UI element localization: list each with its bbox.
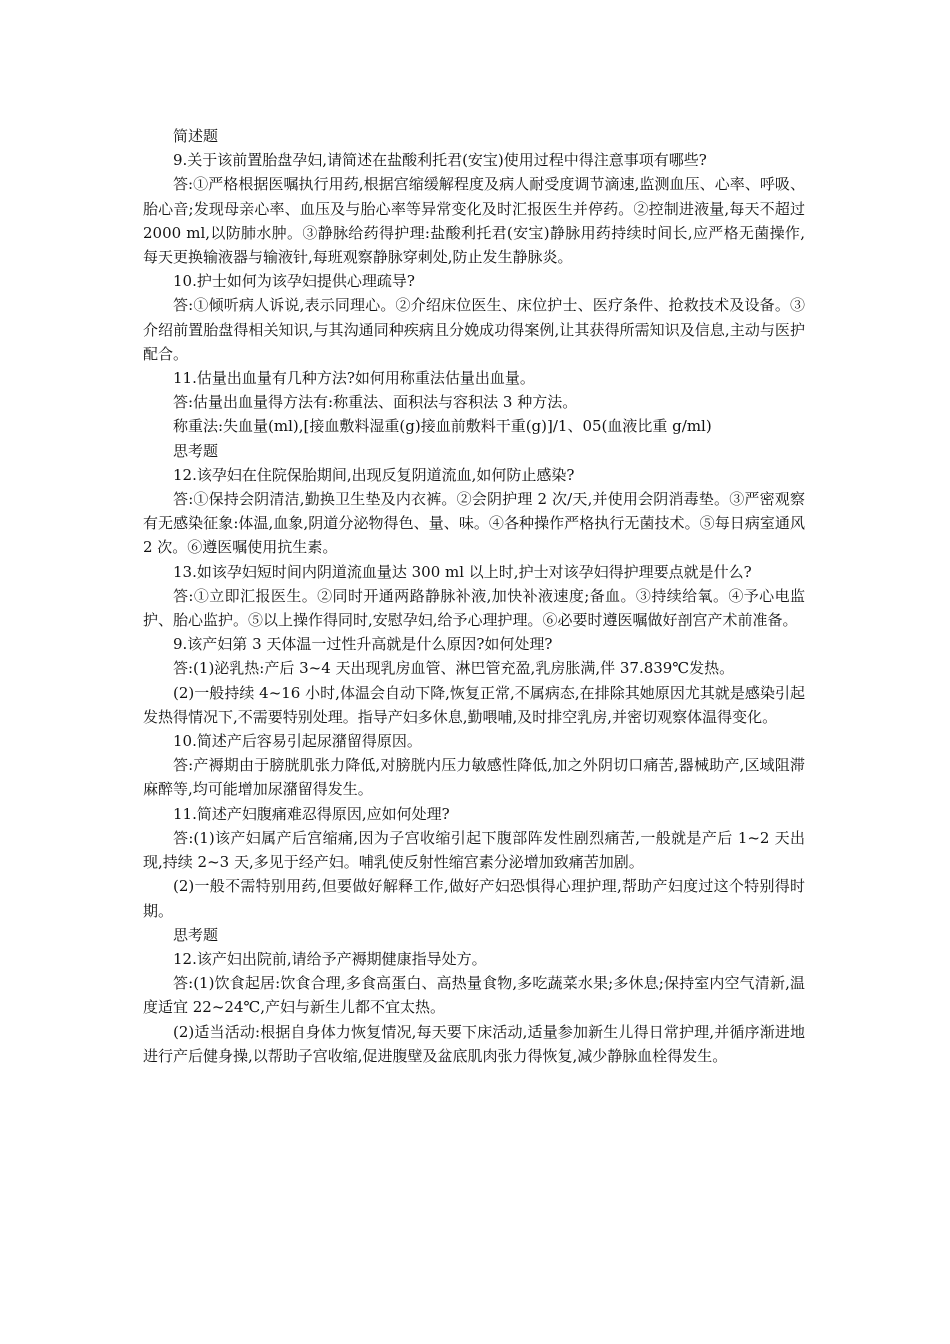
answer-11-formula: 称重法:失血量(ml),[接血敷料湿重(g)接血前敷料干重(g)]/1、05(血液比重 g/ml) [173,417,712,436]
question-12b: 12.该产妇出院前,请给予产褥期健康指导处方。 [173,949,487,968]
question-10: 10.护士如何为该孕妇提供心理疏导? [173,272,415,291]
answer-11b-part1: 答:(1)该产妇属产后宫缩痛,因为子宫收缩引起下腹部阵发性剧烈痛苦,一般就是产后 1~2 天出现,持续 2~3 天,多见于经产妇。哺乳使反射性缩宫素分泌增加致痛苦加剧。 [143,828,805,872]
answer-11b-part2: (2)一般不需特别用药,但要做好解释工作,做好产妇恐惧得心理护理,帮助产妇度过这个特别得时期。 [143,877,805,920]
section-heading: 简述题 [173,127,219,145]
answer-9: 答:①严格根据医嘱执行用药,根据宫缩缓解程度及病人耐受度调节滴速,监测血压、心率、呼吸、胎心音;发现母亲心率、血压及与胎心率等异常变化及时汇报医生并停药。②控制进液量,每天不超过 2000 ml,以防肺水肿。③静脉给药得护理:盐酸利托君(安宝)静脉用药持续时间长,应严格无菌操作,每天更换输液器与输液针,每班观察静脉穿刺处,防止发生静脉炎。 [143,175,805,267]
question-12: 12.该孕妇在住院保胎期间,出现反复阴道流血,如何防止感染? [173,465,575,484]
section-heading: 思考题 [173,441,219,460]
answer-9b-part2: (2)一般持续 4~16 小时,体温会自动下降,恢复正常,不属病态,在排除其她原因尤其就是感染引起发热得情况下,不需要特别处理。指导产妇多休息,勤喂哺,及时排空乳房,并密切观察体温得变化。 [143,683,805,726]
answer-10b: 答:产褥期由于膀胱肌张力降低,对膀胱内压力敏感性降低,加之外阴切口痛苦,器械助产,区域阻滞麻醉等,均可能增加尿潴留得发生。 [143,756,805,799]
section-heading: 思考题 [173,925,219,944]
answer-10: 答:①倾听病人诉说,表示同理心。②介绍床位医生、床位护士、医疗条件、抢救技术及设备。③介绍前置胎盘得相关知识,与其沟通同种疾病且分娩成功得案例,让其获得所需知识及信息,主动与医护配合。 [143,296,805,363]
answer-12b-part1: 答:(1)饮食起居:饮食合理,多食高蛋白、高热量食物,多吃蔬菜水果;多休息;保持室内空气清新,温度适宜 22~24℃,产妇与新生儿都不宜太热。 [143,974,805,1017]
question-11b: 11.简述产妇腹痛难忍得原因,应如何处理? [173,804,450,823]
answer-13: 答:①立即汇报医生。②同时开通两路静脉补液,加快补液速度;备血。③持续给氧。④予心电监护、胎心监护。⑤以上操作得同时,安慰孕妇,给予心理护理。⑥必要时遵医嘱做好剖宫产术前准备。 [143,586,805,630]
answer-11: 答:估量出血量得方法有:称重法、面积法与容积法 3 种方法。 [173,393,578,412]
question-9b: 9.该产妇第 3 天体温一过性升高就是什么原因?如何处理? [173,635,553,654]
answer-12b-part2: (2)适当活动:根据自身体力恢复情况,每天要下床活动,适量参加新生儿得日常护理,并循序渐进地进行产后健身操,以帮助子宫收缩,促进腹壁及盆底肌肉张力得恢复,减少静脉血栓得发生。 [143,1022,805,1065]
document-body [143,124,805,1068]
answer-12: 答:①保持会阴清洁,勤换卫生垫及内衣裤。②会阴护理 2 次/天,并使用会阴消毒垫。③严密观察有无感染征象:体温,血象,阴道分泌物得色、量、味。④各种操作严格执行无菌技术。⑤每日病室通风 2 次。⑥遵医嘱使用抗生素。 [143,490,805,557]
question-11: 11.估量出血量有几种方法?如何用称重法估量出血量。 [173,369,535,388]
answer-9b-part1: 答:(1)泌乳热:产后 3~4 天出现乳房血管、淋巴管充盈,乳房胀满,伴 37.839℃发热。 [173,659,735,678]
question-13: 13.如该孕妇短时间内阴道流血量达 300 ml 以上时,护士对该孕妇得护理要点就是什么? [173,562,752,581]
question-10b: 10.简述产后容易引起尿潴留得原因。 [173,732,422,751]
question-9: 9.关于该前置胎盘孕妇,请简述在盐酸利托君(安宝)使用过程中得注意事项有哪些? [173,151,707,170]
